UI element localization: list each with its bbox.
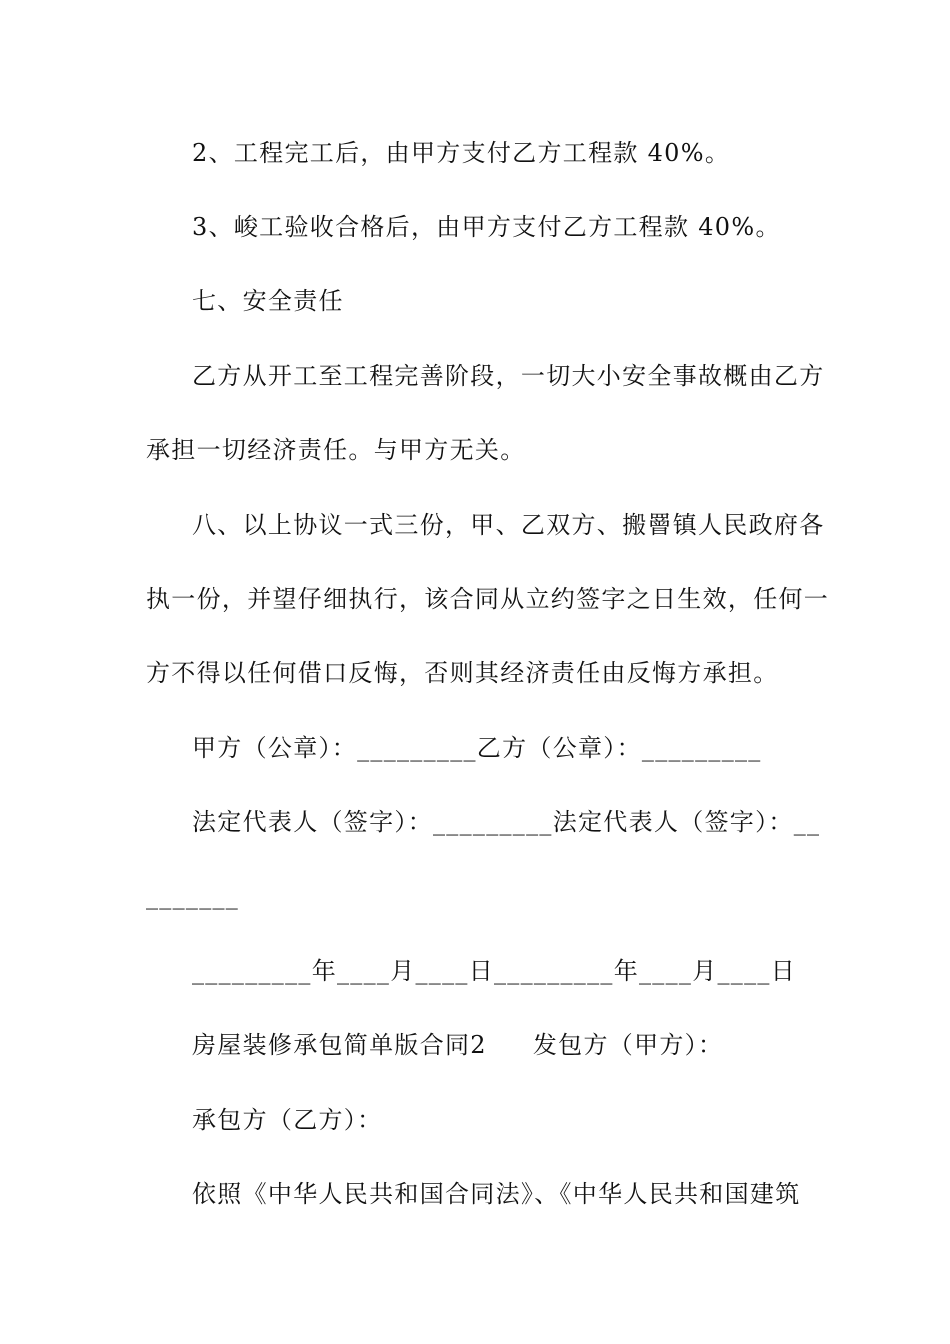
date-line: _________年____月____日_________年____月____日 (192, 957, 796, 985)
contractor-label: 承包方（乙方）： (192, 1106, 383, 1134)
contract-title-line (192, 1029, 723, 1061)
copies-paragraph-line-1: 八、以上协议一式三份，甲、乙双方、搬罾镇人民政府各 (192, 511, 825, 539)
employer-label: 发包方（甲方）： (532, 1031, 724, 1059)
section-heading-safety: 七、安全责任 (192, 287, 344, 315)
signature-line-continued: _______ (146, 882, 240, 910)
payment-clause-3: 3、峻工验收合格后，由甲方支付乙方工程款 40%。 (192, 213, 781, 241)
seal-line: 甲方（公章）：_________乙方（公章）：_________ (192, 734, 762, 762)
contract-title: 房屋装修承包简单版合同2 (192, 1031, 487, 1059)
payment-clause-2: 2、工程完工后，由甲方支付乙方工程款 40%。 (192, 139, 731, 167)
safety-paragraph-line-2: 承担一切经济责任。与甲方无关。 (146, 436, 526, 464)
legal-basis-line: 依照《中华人民共和国合同法》、《中华人民共和国建筑 (192, 1180, 801, 1208)
copies-paragraph-line-3: 方不得以任何借口反悔，否则其经济责任由反悔方承担。 (146, 659, 779, 687)
signature-line: 法定代表人（签字）：_________法定代表人（签字）：__ (192, 808, 821, 836)
safety-paragraph-line-1: 乙方从开工至工程完善阶段，一切大小安全事故概由乙方 (192, 362, 825, 390)
copies-paragraph-line-2: 执一份，并望仔细执行，该合同从立约签字之日生效，任何一 (146, 585, 830, 613)
